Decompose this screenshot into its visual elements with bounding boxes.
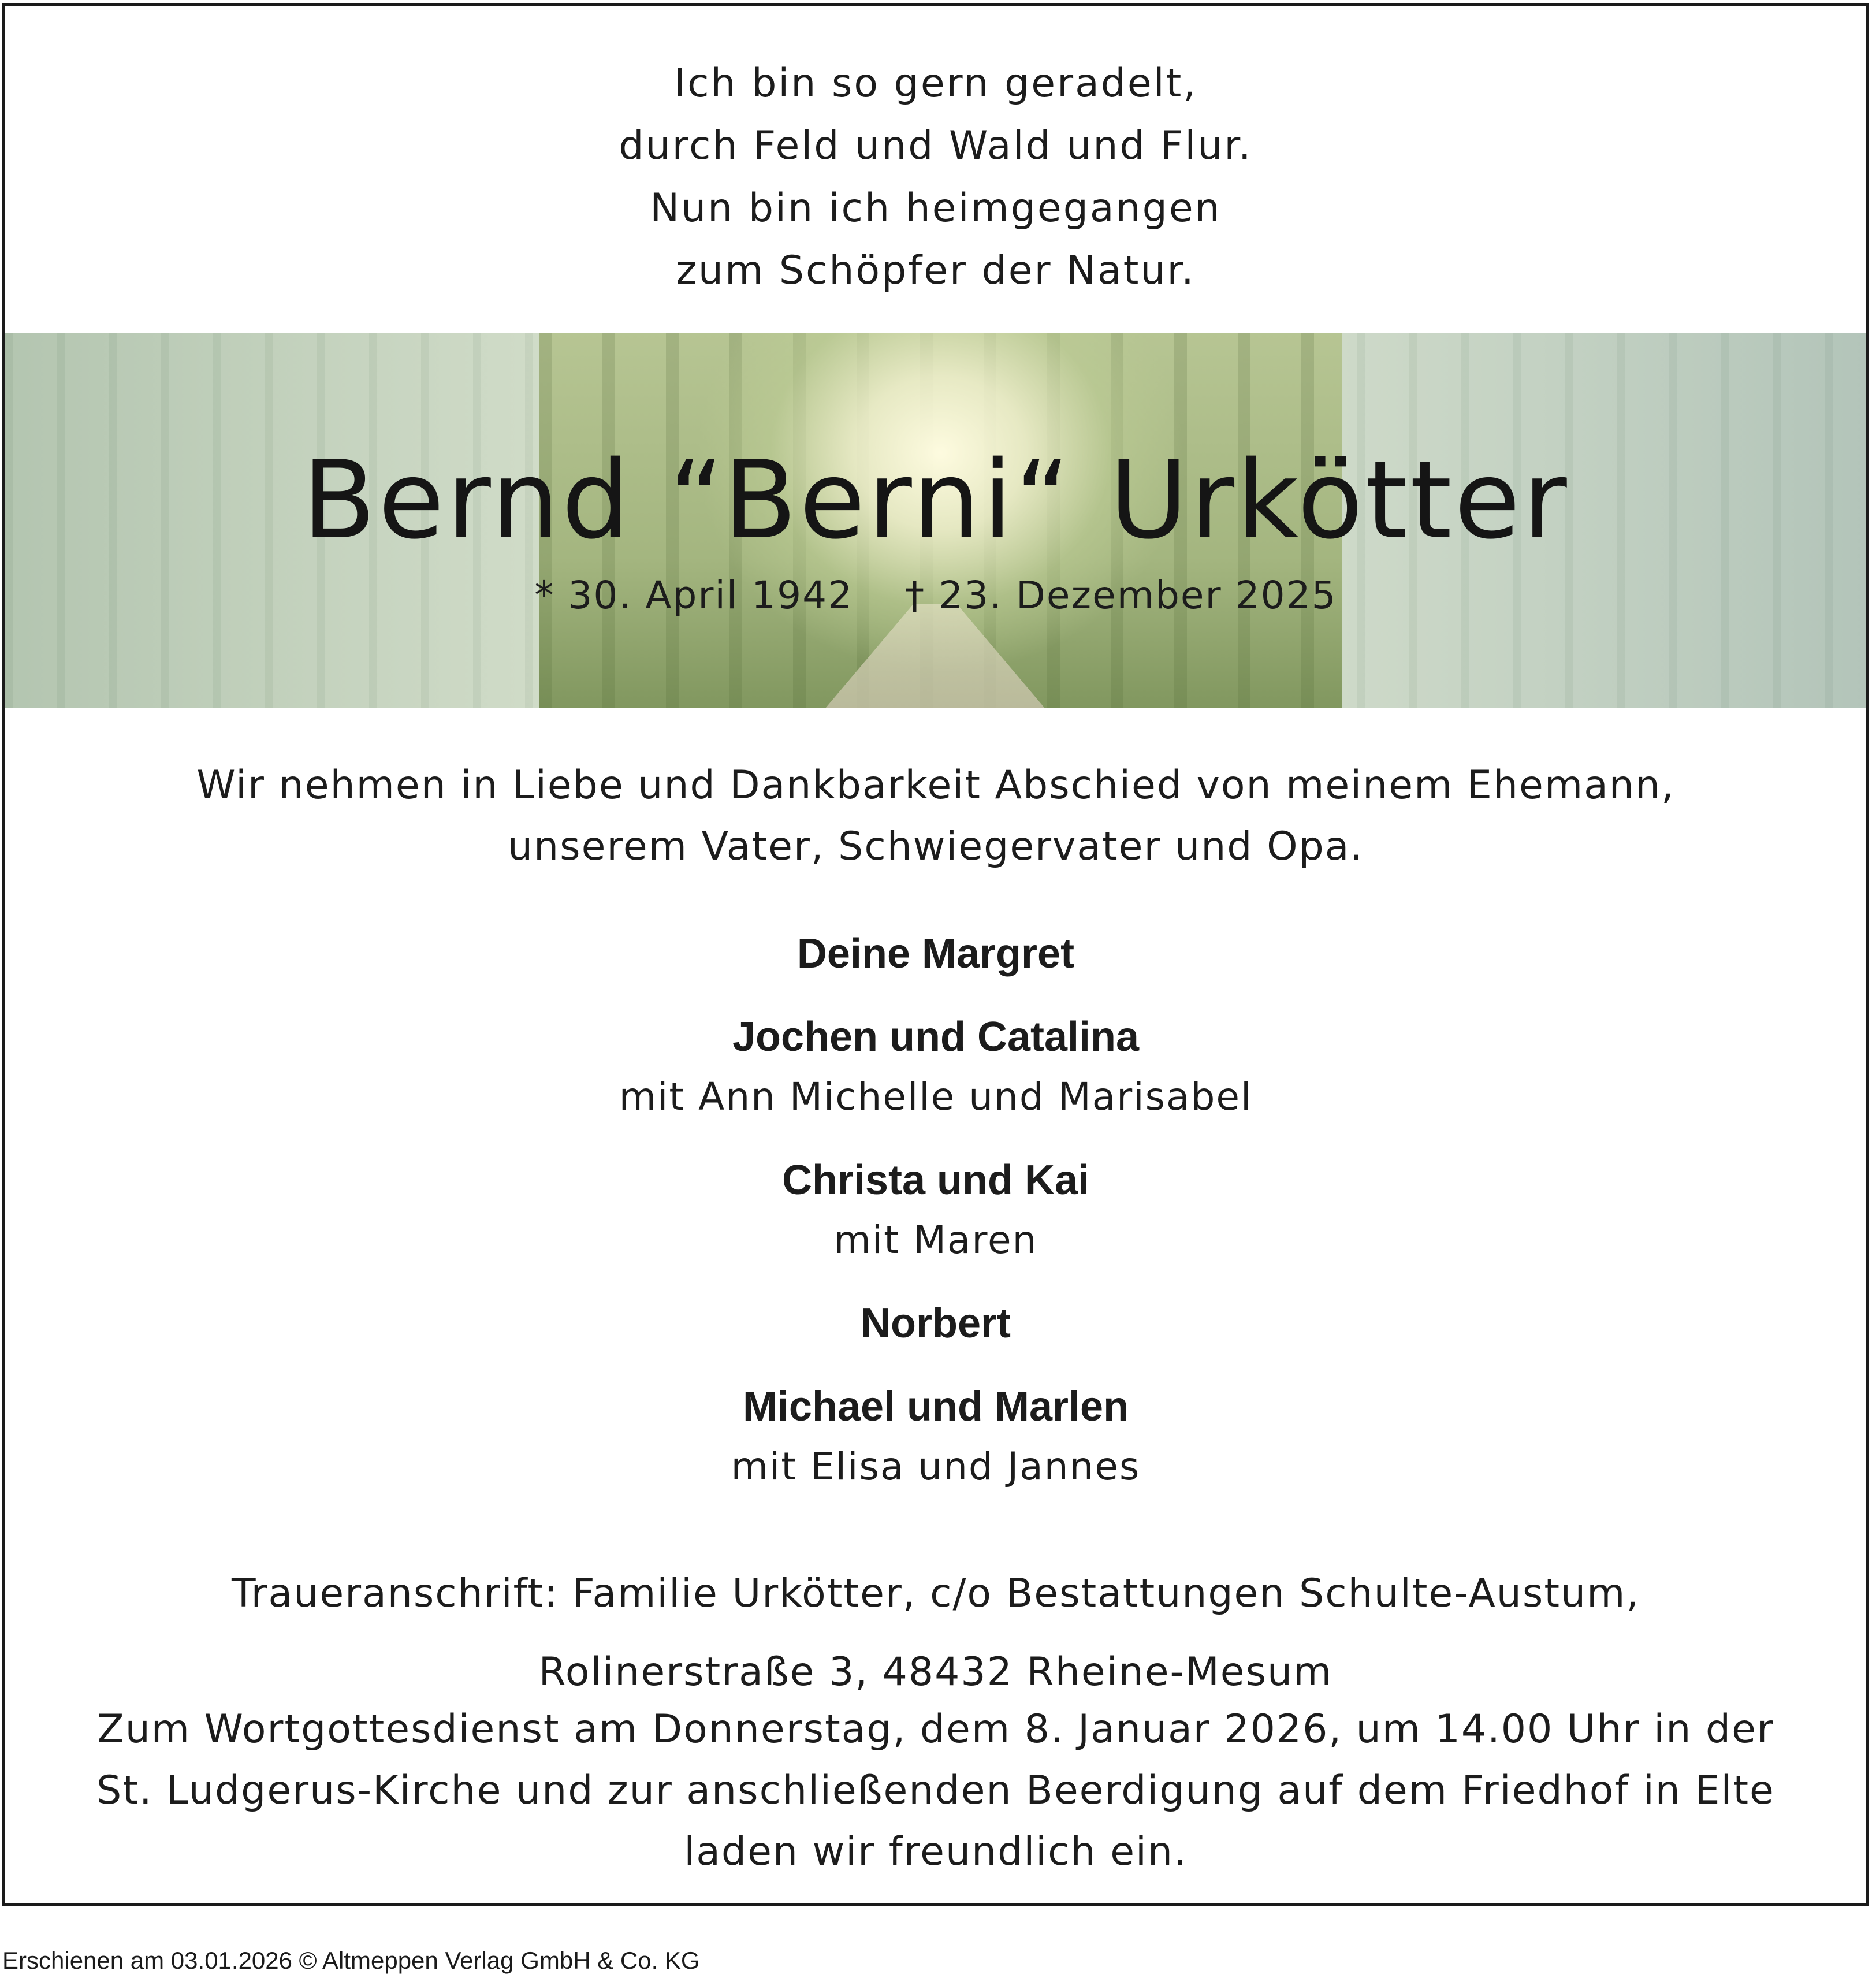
farewell-line: unserem Vater, Schwiegervater und Opa. xyxy=(507,824,1364,869)
obituary-card xyxy=(2,3,1869,1906)
poem xyxy=(5,53,1866,302)
mourner-group xyxy=(5,1007,1866,1127)
service-line: laden wir freundlich ein. xyxy=(684,1829,1188,1875)
address-line: Traueranschrift: Familie Urkötter, c/o Bestattungen Schulte-Austum, xyxy=(232,1571,1640,1616)
mourner-children: mit Maren xyxy=(833,1218,1038,1262)
mourner-name: Michael und Marlen xyxy=(742,1384,1129,1430)
publication-footer: Erschienen am 03.01.2026 © Altmeppen Verlag GmbH & Co. KG xyxy=(2,1947,700,1974)
mourner-group xyxy=(5,1293,1866,1354)
mourner-group xyxy=(5,1377,1866,1497)
mourning-address xyxy=(5,1555,1866,1712)
mourner-group xyxy=(5,1150,1866,1270)
mourner-name: Norbert xyxy=(860,1300,1011,1347)
birth-date: * 30. April 1942 xyxy=(534,573,854,618)
deceased-name: Bernd “Berni“ Urkötter xyxy=(302,437,1569,563)
mourner-group xyxy=(5,924,1866,984)
service-line: St. Ludgerus-Kirche und zur anschließenden Beerdigung auf dem Friedhof in Elte xyxy=(96,1768,1775,1813)
farewell-text xyxy=(5,755,1866,878)
mourner-name: Deine Margret xyxy=(796,931,1075,977)
service-line: Zum Wortgottesdienst am Donnerstag, dem 8. Januar 2026, um 14.00 Uhr in der xyxy=(97,1706,1774,1752)
poem-line: zum Schöpfer der Natur. xyxy=(676,248,1196,293)
mourner-children: mit Ann Michelle und Marisabel xyxy=(619,1074,1253,1119)
life-dates xyxy=(5,570,1866,622)
mourner-children: mit Elisa und Jannes xyxy=(731,1444,1141,1489)
mourner-name: Jochen und Catalina xyxy=(732,1014,1140,1060)
mourner-name: Christa und Kai xyxy=(781,1157,1090,1203)
poem-line: Nun bin ich heimgegangen xyxy=(650,185,1222,231)
farewell-line: Wir nehmen in Liebe und Dankbarkeit Abschied von meinem Ehemann, xyxy=(196,763,1675,808)
service-invitation xyxy=(5,1699,1866,1883)
address-line: Rolinerstraße 3, 48432 Rheine-Mesum xyxy=(538,1649,1333,1695)
poem-line: Ich bin so gern geradelt, xyxy=(674,61,1197,106)
mourners-list xyxy=(5,924,1866,1520)
death-date: † 23. Dezember 2025 xyxy=(905,573,1337,618)
poem-line: durch Feld und Wald und Flur. xyxy=(619,123,1253,169)
